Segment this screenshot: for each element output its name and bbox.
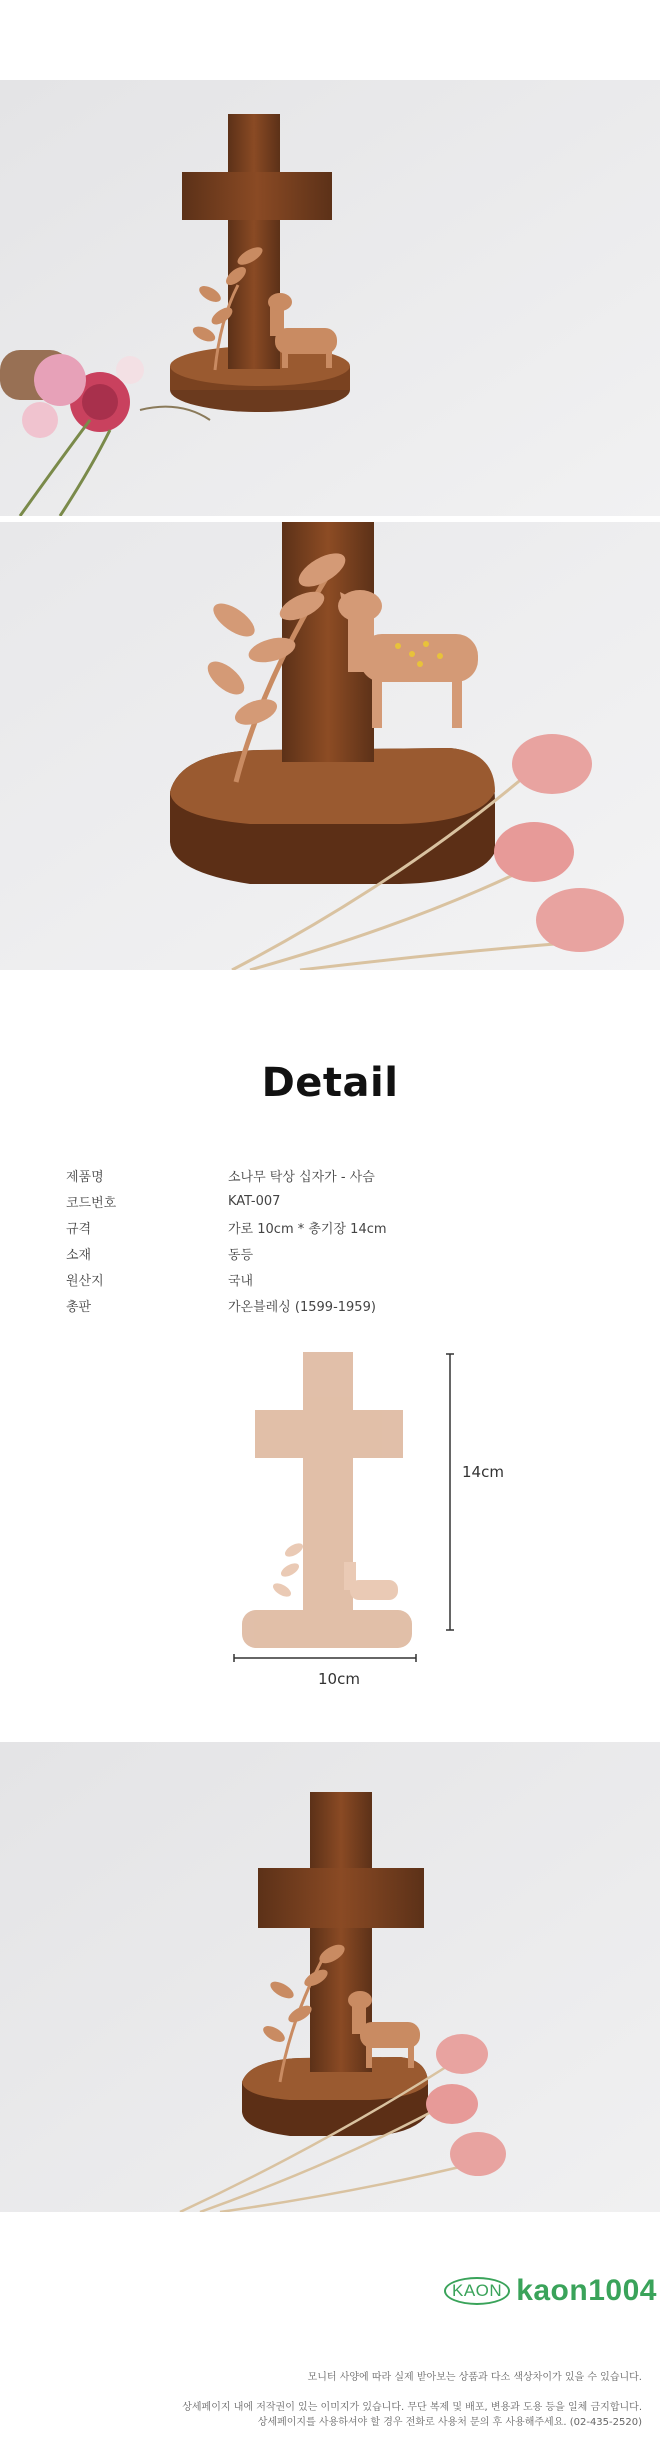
spec-label: 규격 (66, 1221, 92, 1237)
spec-value: 가로 10cm * 총기장 14cm (228, 1221, 387, 1237)
spec-table (66, 1162, 486, 1318)
spec-row-origin (66, 1266, 486, 1292)
brand-logo[interactable] (444, 2274, 657, 2308)
spec-row-material (66, 1240, 486, 1266)
product-photo-2 (0, 522, 660, 970)
spec-row-size (66, 1214, 486, 1240)
brand-name: kaon1004 (516, 2274, 657, 2307)
spec-row-name (66, 1162, 486, 1188)
spec-value: 소나무 탁상 십자가 - 사슴 (228, 1169, 375, 1185)
detail-title: Detail (261, 1060, 399, 1106)
spec-label: 소재 (66, 1247, 92, 1263)
brand-badge: KAON (444, 2277, 510, 2305)
spec-value: 국내 (228, 1273, 254, 1289)
color-notice: 모니터 사양에 따라 실제 받아보는 상품과 다소 색상차이가 있을 수 있습니다. (307, 2372, 642, 2383)
spec-label: 원산지 (66, 1273, 104, 1289)
product-photo-1 (0, 80, 660, 516)
spec-value: 동등 (228, 1247, 254, 1263)
spec-value: 가온블레싱 (1599-1959) (228, 1299, 376, 1315)
copyright-notice-line: 상세페이지를 사용하셔야 할 경우 전화로 사용처 문의 후 사용해주세요. (02-435-2520) (257, 2417, 642, 2428)
spec-value: KAT-007 (228, 1193, 281, 1209)
spec-label: 총판 (66, 1299, 92, 1315)
spec-label: 제품명 (66, 1169, 104, 1185)
height-dimension-label: 14cm (462, 1463, 504, 1481)
dimension-figure (220, 1340, 480, 1700)
spec-row-code (66, 1188, 486, 1214)
spec-row-distributor (66, 1292, 486, 1318)
copyright-notice (0, 2400, 642, 2430)
copyright-notice-line: 상세페이지 내에 저작권이 있는 이미지가 있습니다. 무단 복제 및 배포, 변용과 도용 등을 일체 금지합니다. (182, 2402, 642, 2413)
width-dimension-label: 10cm (318, 1670, 360, 1688)
spec-label: 코드번호 (66, 1195, 117, 1211)
product-photo-3 (0, 1742, 660, 2212)
